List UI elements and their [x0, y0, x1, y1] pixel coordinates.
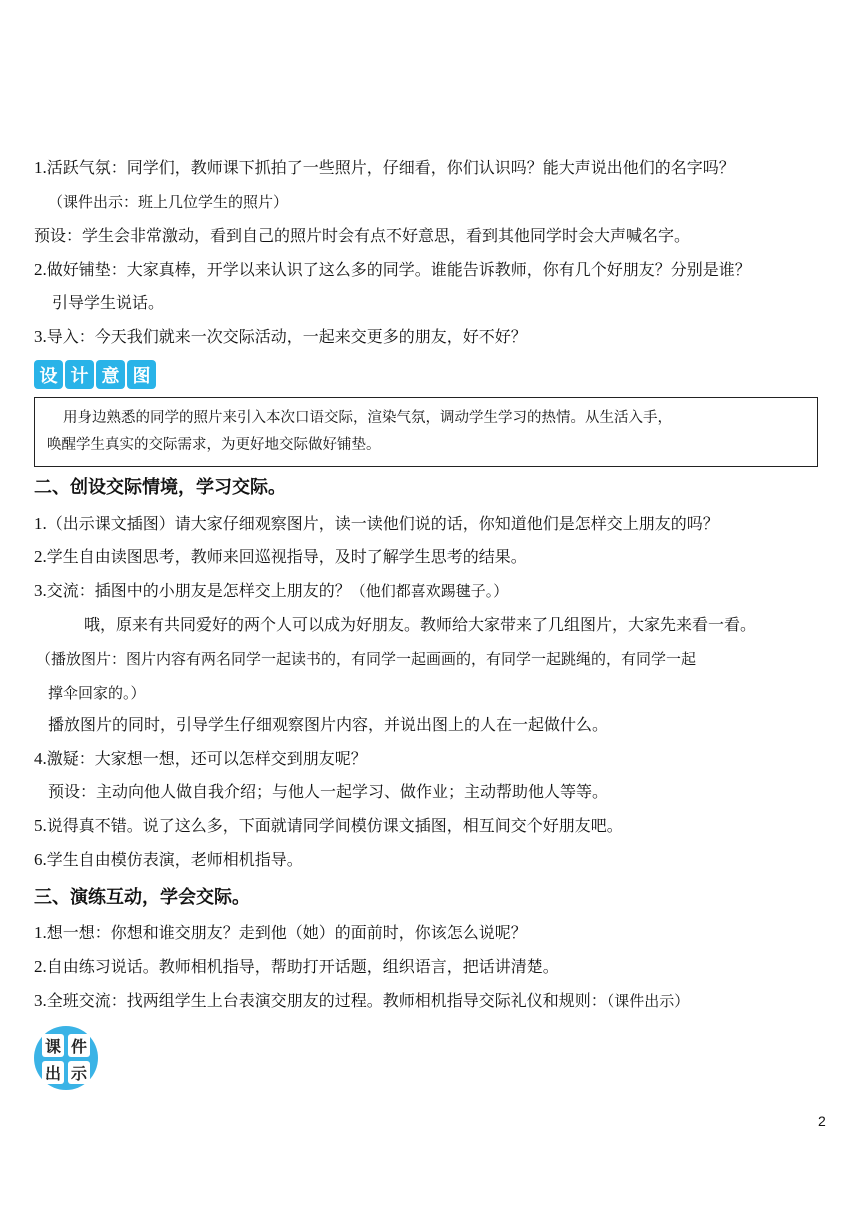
design-intent-box — [34, 397, 818, 467]
item-text: 激疑：大家想一想，还可以怎样交到朋友呢？ — [46, 749, 367, 768]
badge-char: 设 — [34, 360, 63, 389]
item-number: 5. — [34, 816, 47, 835]
item-number: 3. — [34, 327, 47, 346]
badge-char: 意 — [96, 360, 125, 389]
item-number: 2. — [34, 547, 47, 566]
courseware-badge — [34, 1026, 98, 1090]
item-number: 2. — [34, 260, 47, 279]
item-number: 1. — [34, 923, 47, 942]
item-2 — [34, 956, 559, 978]
item-number: 3. — [34, 581, 47, 600]
playback-note: 撑伞回家的。） — [48, 684, 146, 702]
item-1 — [34, 157, 735, 179]
item-2 — [34, 259, 751, 281]
item-3 — [34, 580, 508, 602]
item-3 — [34, 326, 527, 348]
paragraph: 播放图片的同时，引导学生仔细观察图片内容，并说出图上的人在一起做什么。 — [48, 715, 609, 734]
item-2-continuation: 引导学生说话。 — [52, 293, 165, 312]
item-number: 6. — [34, 850, 47, 869]
item-text: 交流：插图中的小朋友是怎样交上朋友的？ — [46, 581, 351, 600]
preset-text: 预设：学生会非常激动，看到自己的照片时会有点不好意思，看到其他同学时会大声喊名字。 — [34, 226, 691, 245]
item-1 — [34, 922, 527, 944]
item-5 — [34, 815, 623, 837]
item-text: 做好铺垫：大家真棒，开学以来认识了这么多的同学。谁能告诉教师，你有几个好朋友？分别是谁？ — [46, 260, 751, 279]
paragraph: 哦，原来有共同爱好的两个人可以成为好朋友。教师给大家带来了几组图片，大家先来看一看。 — [84, 615, 757, 634]
courseware-note: （课件出示：班上几位学生的照片） — [48, 193, 289, 211]
item-number: 3. — [34, 991, 47, 1010]
item-text: 说得真不错。说了这么多，下面就请同学间模仿课文插图，相互间交个好朋友吧。 — [46, 816, 623, 835]
badge-char: 课 — [42, 1034, 64, 1057]
item-number: 1. — [34, 158, 47, 177]
item-text: 学生自由读图思考，教师来回巡视指导，及时了解学生思考的结果。 — [46, 547, 527, 566]
design-intent-line: 用身边熟悉的同学的照片来引入本次口语交际，渲染气氛，调动学生学习的热情。从生活入手， — [63, 410, 672, 426]
item-number: 1. — [34, 514, 47, 533]
item-text: （出示课文插图）请大家仔细观察图片，读一读他们说的话，你知道他们是怎样交上朋友的吗？ — [46, 514, 719, 533]
item-text: 自由练习说话。教师相机指导，帮助打开话题，组织语言，把话讲清楚。 — [46, 957, 559, 976]
preset-text: 预设：主动向他人做自我介绍；与他人一起学习、做作业；主动帮助他人等等。 — [48, 782, 609, 801]
item-text: 学生自由模仿表演，老师相机指导。 — [46, 850, 303, 869]
item-answer: （他们都喜欢踢毽子。） — [350, 582, 509, 600]
item-1 — [34, 513, 719, 535]
courseware-note: （课件出示） — [606, 992, 690, 1010]
playback-note: （播放图片：图片内容有两名同学一起读书的，有同学一起画画的，有同学一起跳绳的，有同学一起 — [36, 650, 697, 668]
item-number: 4. — [34, 749, 47, 768]
badge-char: 图 — [127, 360, 156, 389]
badge-char: 件 — [68, 1034, 90, 1057]
item-2 — [34, 546, 527, 568]
item-number: 2. — [34, 957, 47, 976]
design-intent-line: 唤醒学生真实的交际需求，为更好地交际做好铺垫。 — [47, 437, 381, 453]
item-text: 活跃气氛：同学们，教师课下抓拍了一些照片，仔细看，你们认识吗？能大声说出他们的名字吗？ — [46, 158, 735, 177]
item-text: 导入：今天我们就来一次交际活动，一起来交更多的朋友，好不好？ — [46, 327, 527, 346]
item-6 — [34, 849, 303, 871]
item-4 — [34, 748, 367, 770]
item-text: 全班交流：找两组学生上台表演交朋友的过程。教师相机指导交际礼仪和规则： — [46, 991, 607, 1010]
design-intent-badge — [34, 360, 156, 389]
badge-char: 出 — [42, 1061, 64, 1084]
item-text: 想一想：你想和谁交朋友？走到他（她）的面前时，你该怎么说呢？ — [46, 923, 527, 942]
page-number: 2 — [818, 1113, 826, 1129]
section-heading: 二、创设交际情境，学习交际。 — [34, 477, 286, 498]
section-heading: 三、演练互动，学会交际。 — [34, 887, 250, 908]
badge-char: 示 — [68, 1061, 90, 1084]
badge-char: 计 — [65, 360, 94, 389]
item-3 — [34, 990, 689, 1012]
